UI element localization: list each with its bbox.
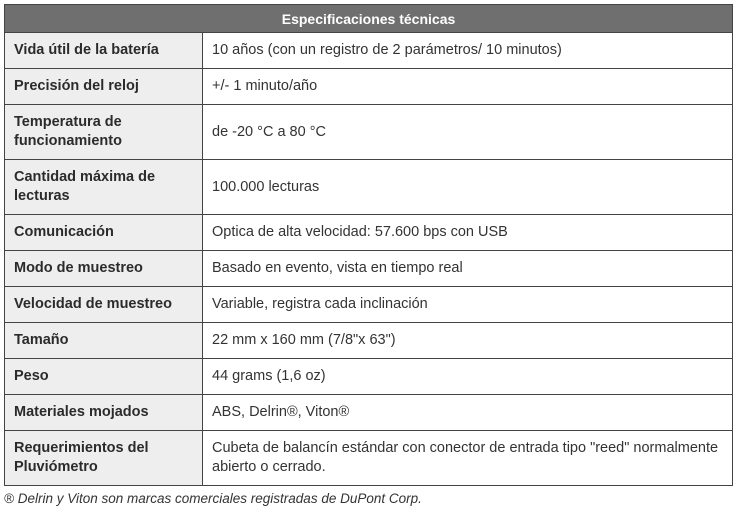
spec-label: Vida útil de la batería [5, 33, 203, 69]
table-row [5, 69, 733, 105]
table-header-row [5, 5, 733, 33]
spec-label: Cantidad máxima de lecturas [5, 160, 203, 215]
table-row [5, 33, 733, 69]
spec-label: Peso [5, 359, 203, 395]
spec-value: ABS, Delrin®, Viton® [203, 395, 733, 431]
table-row [5, 251, 733, 287]
spec-value: 44 grams (1,6 oz) [203, 359, 733, 395]
spec-label: Temperatura de funcionamiento [5, 105, 203, 160]
specifications-table [4, 4, 733, 486]
spec-value: Cubeta de balancín estándar con conector de entrada tipo "reed" normalmente abierto o cerrado. [203, 431, 733, 486]
spec-value: 22 mm x 160 mm (7/8"x 63") [203, 323, 733, 359]
table-row [5, 359, 733, 395]
table-row [5, 160, 733, 215]
spec-value: 100.000 lecturas [203, 160, 733, 215]
table-title: Especificaciones técnicas [5, 5, 733, 33]
spec-label: Requerimientos del Pluviómetro [5, 431, 203, 486]
spec-label: Materiales mojados [5, 395, 203, 431]
spec-label: Precisión del reloj [5, 69, 203, 105]
table-row [5, 105, 733, 160]
trademark-footnote: ® Delrin y Viton son marcas comerciales registradas de DuPont Corp. [4, 491, 422, 506]
table-row [5, 323, 733, 359]
spec-value: Variable, registra cada inclinación [203, 287, 733, 323]
spec-label: Velocidad de muestreo [5, 287, 203, 323]
table-row [5, 287, 733, 323]
spec-value: +/- 1 minuto/año [203, 69, 733, 105]
spec-value: de -20 °C a 80 °C [203, 105, 733, 160]
spec-label: Tamaño [5, 323, 203, 359]
spec-label: Modo de muestreo [5, 251, 203, 287]
table-row [5, 395, 733, 431]
table-row [5, 215, 733, 251]
spec-value: Basado en evento, vista en tiempo real [203, 251, 733, 287]
spec-value: 10 años (con un registro de 2 parámetros/ 10 minutos) [203, 33, 733, 69]
spec-value: Optica de alta velocidad: 57.600 bps con USB [203, 215, 733, 251]
spec-label: Comunicación [5, 215, 203, 251]
table-row [5, 431, 733, 486]
